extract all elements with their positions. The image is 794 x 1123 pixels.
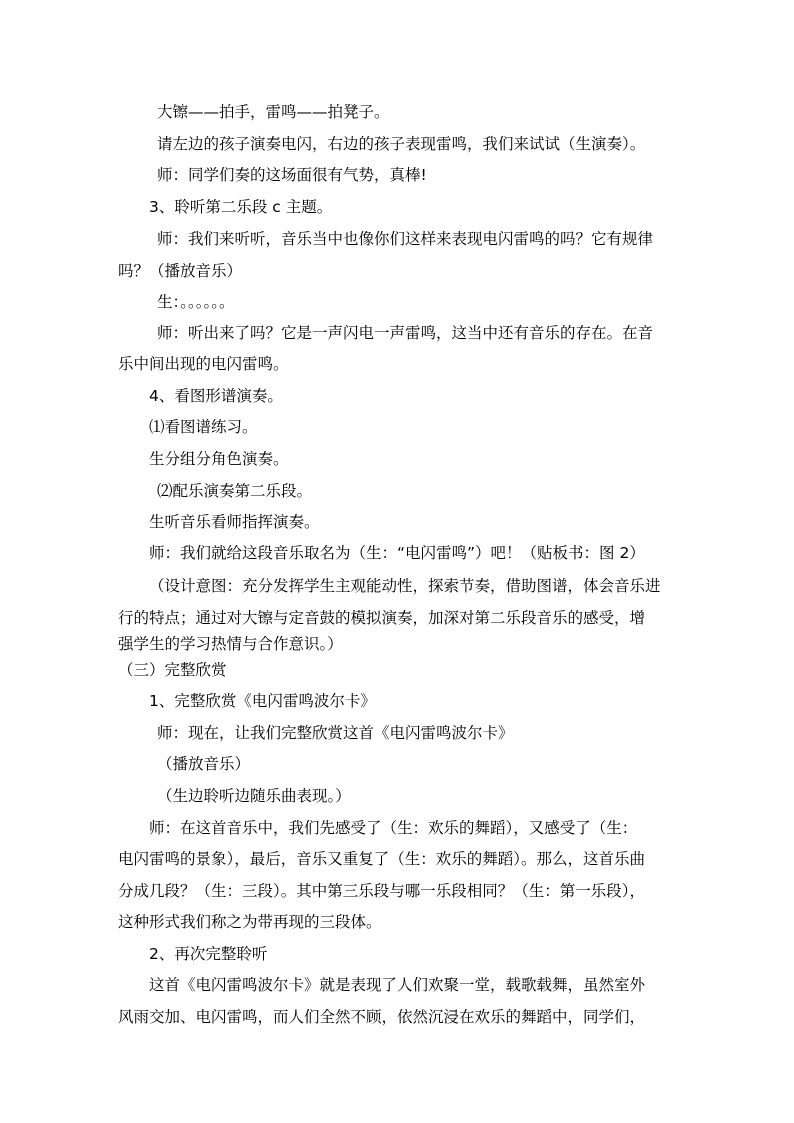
- text-line: （设计意图：充分发挥学生主观能动性，探索节奏，借助图谱，体会音乐进: [149, 577, 661, 595]
- text-line: 吗？（播放音乐）: [118, 262, 243, 280]
- text-line: 师：同学们奏的这场面很有气势，真棒!: [157, 166, 427, 184]
- text-line: ⑵配乐演奏第二乐段。: [157, 482, 313, 500]
- text-line: 生：。。。。。。: [157, 293, 235, 311]
- section-heading: 1、完整欣赏《电闪雷鸣波尔卡》: [149, 692, 376, 710]
- text-line: 生分组分角色演奏。: [149, 450, 289, 468]
- section-heading: 4、看图形谱演奏。: [149, 387, 283, 405]
- text-line: 生听音乐看师指挥演奏。: [149, 513, 320, 531]
- text-line: 风雨交加、电闪雷鸣，而人们全然不顾，依然沉浸在欢乐的舞蹈中，同学们，: [118, 1008, 646, 1026]
- section-heading: 2、再次完整聆听: [149, 945, 268, 963]
- section-heading: 3、聆听第二乐段 c 主题。: [149, 198, 333, 216]
- text-line: （生边聆听边随乐曲表现。）: [157, 787, 351, 805]
- text-line: 师：在这首音乐中，我们先感受了（生：欢乐的舞蹈），又感受了（生：: [149, 819, 638, 837]
- text-line: 行的特点；通过对大镲与定音鼓的模拟演奏，加深对第二乐段音乐的感受，增: [118, 609, 646, 627]
- text-line: 师：现在，让我们完整欣赏这首《电闪雷鸣波尔卡》: [157, 724, 514, 742]
- text-line: 这首《电闪雷鸣波尔卡》就是表现了人们欢聚一堂，载歌载舞，虽然室外: [149, 976, 646, 994]
- text-line: 师：我们来听听，音乐当中也像你们这样来表现电闪雷鸣的吗？它有规律: [157, 230, 654, 248]
- text-line: 师：我们就给这段音乐取名为（生：“电闪雷鸣”）吧！（贴板书：图 2）: [149, 544, 645, 562]
- text-line: 大镲——拍手，雷鸣——拍凳子。: [157, 103, 390, 121]
- text-line: 请左边的孩子演奏电闪，右边的孩子表现雷鸣，我们来试试（生演奏）。: [157, 135, 646, 153]
- text-line: （播放音乐）: [157, 755, 251, 773]
- text-line: 电闪雷鸣的景象），最后，音乐又重复了（生：欢乐的舞蹈）。那么，这首乐曲: [118, 850, 646, 868]
- text-line: 师：听出来了吗？它是一声闪电一声雷鸣，这当中还有音乐的存在。在音: [157, 324, 654, 342]
- text-line: 乐中间出现的电闪雷鸣。: [118, 355, 289, 373]
- text-line: 分成几段？（生：三段）。其中第三乐段与哪一乐段相同？（生：第一乐段），: [118, 882, 646, 900]
- text-line: 强学生的学习热情与合作意识。）: [118, 635, 343, 653]
- section-heading: （三）完整欣赏: [118, 661, 227, 679]
- text-line: ⑴看图谱练习。: [149, 418, 258, 436]
- text-line: 这种形式我们称之为带再现的三段体。: [118, 913, 382, 931]
